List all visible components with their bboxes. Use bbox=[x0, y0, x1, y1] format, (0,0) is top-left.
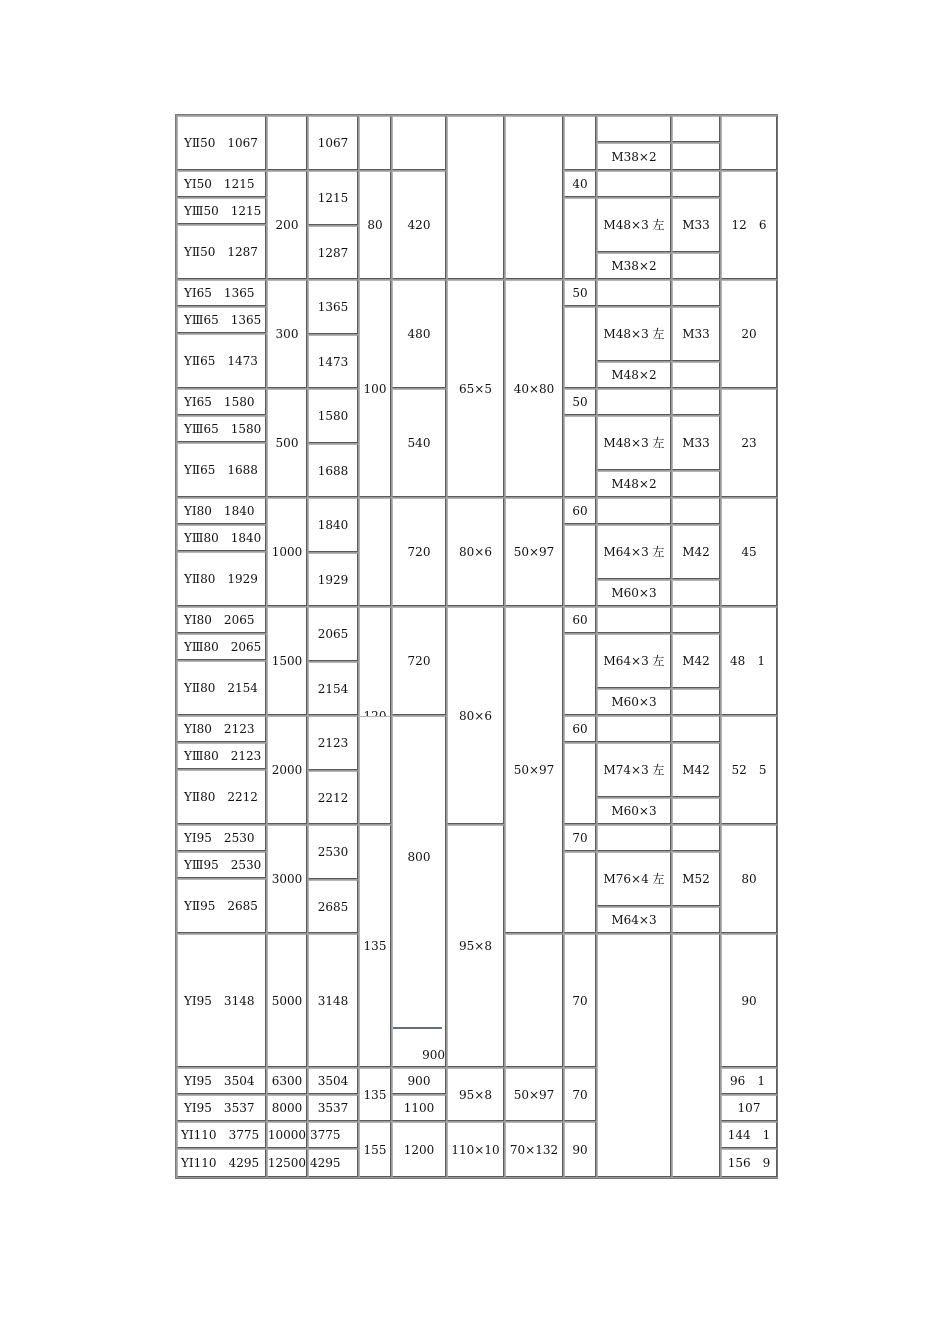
table-cell-length: 4295 bbox=[308, 1149, 358, 1177]
table-cell-v3: 95×8 bbox=[447, 1068, 504, 1121]
table-cell-empty bbox=[672, 825, 720, 851]
table-cell-weight: 23 bbox=[721, 389, 777, 497]
table-cell-length: 1580 bbox=[308, 389, 358, 443]
table-cell-v3: 80×6 bbox=[447, 498, 504, 606]
table-cell-empty bbox=[672, 280, 720, 306]
table-cell-weight: 45 bbox=[721, 498, 777, 606]
table-cell-thread: M60×3 bbox=[597, 689, 671, 715]
table-cell-bolt: M33 bbox=[672, 416, 720, 470]
table-cell-v3: 110×10 bbox=[447, 1122, 504, 1177]
table-cell-weight: 12 6 bbox=[721, 171, 777, 279]
table-cell-weight bbox=[721, 116, 777, 170]
table-cell-length: 2212 bbox=[308, 771, 358, 824]
table-cell-empty bbox=[564, 198, 596, 279]
table-cell-v3: 80×6 bbox=[447, 607, 504, 824]
table-cell-tension: 3000 bbox=[267, 825, 307, 933]
table-cell-v5: 60 bbox=[564, 716, 596, 742]
table-cell-v2: 1100 bbox=[392, 1095, 446, 1121]
table-cell-model: YⅠ65 1580 bbox=[177, 389, 266, 415]
table-cell-bolt: M52 bbox=[672, 852, 720, 906]
table-cell-empty bbox=[597, 716, 671, 742]
table-cell-weight: 48 1 bbox=[721, 607, 777, 715]
table-cell-empty bbox=[672, 716, 720, 742]
table-cell-weight: 52 5 bbox=[721, 716, 777, 824]
table-cell-model: YⅠ110 3775 bbox=[177, 1122, 266, 1148]
table-cell-v2: 480 bbox=[392, 280, 446, 388]
table-cell-model: YⅠ65 1365 bbox=[177, 280, 266, 306]
table-cell-model: YⅠ80 2123 bbox=[177, 716, 266, 742]
table-cell-empty bbox=[564, 743, 596, 824]
table-cell-thread: M48×3 左 bbox=[597, 198, 671, 252]
table-cell-thread: M38×2 bbox=[597, 143, 671, 170]
table-cell-model: YⅡ95 2685 bbox=[177, 879, 266, 933]
table-cell-length: 1067 bbox=[308, 116, 358, 170]
table-cell-thread: M64×3 左 bbox=[597, 525, 671, 579]
table-cell-v4: 50×97 bbox=[505, 498, 563, 606]
table-cell-tension: 6300 bbox=[267, 1068, 307, 1094]
table-cell-v5: 70 bbox=[564, 1068, 596, 1121]
table-cell-bolt bbox=[672, 143, 720, 170]
table-cell-model: YⅠ80 2065 bbox=[177, 607, 266, 633]
table-cell-length: 1840 bbox=[308, 498, 358, 552]
table-cell-v1: 155 bbox=[359, 1122, 391, 1177]
table-cell-model: YⅡ80 1929 bbox=[177, 552, 266, 606]
table-cell-v1: 135 bbox=[359, 825, 391, 1067]
table-cell-model: YⅢ80 1840 bbox=[177, 525, 266, 551]
table-cell-thread: M48×3 左 bbox=[597, 307, 671, 361]
table-cell-thread: M48×2 bbox=[597, 471, 671, 497]
table-cell-thread: M48×3 左 bbox=[597, 416, 671, 470]
table-cell-model: YⅠ80 1840 bbox=[177, 498, 266, 524]
table-cell-tension: 300 bbox=[267, 280, 307, 388]
table-cell-tension: 1000 bbox=[267, 498, 307, 606]
table-cell-bolt: M33 bbox=[672, 198, 720, 252]
table-cell-length: 2685 bbox=[308, 880, 358, 933]
table-cell-length: 1929 bbox=[308, 553, 358, 606]
table-cell-v5: 50 bbox=[564, 389, 596, 415]
table-cell-v4 bbox=[505, 116, 563, 279]
table-cell-bolt: M42 bbox=[672, 634, 720, 688]
table-cell-weight: 156 9 bbox=[721, 1149, 777, 1177]
table-cell-empty bbox=[672, 934, 720, 1177]
table-cell-empty bbox=[672, 253, 720, 279]
table-cell-length: 2065 bbox=[308, 607, 358, 661]
table-cell-model: YⅡ65 1473 bbox=[177, 334, 266, 388]
table-cell-empty bbox=[359, 498, 391, 606]
table-cell-bolt: M42 bbox=[672, 743, 720, 797]
table-cell-model: YⅠ95 3537 bbox=[177, 1095, 266, 1121]
table-cell-empty bbox=[564, 307, 596, 388]
table-cell-v2: 540 bbox=[392, 389, 446, 497]
table-cell-v5: 70 bbox=[564, 934, 596, 1067]
table-cell-model: YⅠ95 3504 bbox=[177, 1068, 266, 1094]
table-cell-model: YⅢ80 2123 bbox=[177, 743, 266, 769]
table-cell-v1: 135 bbox=[359, 1068, 391, 1121]
table-cell-weight: 90 bbox=[721, 934, 777, 1067]
table-cell-v4: 40×80 bbox=[505, 280, 563, 497]
table-cell-empty bbox=[564, 525, 596, 606]
table-cell-empty bbox=[672, 471, 720, 497]
table-cell-empty bbox=[597, 825, 671, 851]
table-cell-thread: M74×3 左 bbox=[597, 743, 671, 797]
table-cell-model: YⅡ50 1287 bbox=[177, 225, 266, 279]
table-cell-empty bbox=[597, 171, 671, 197]
table-cell-tension: 10000 bbox=[267, 1122, 307, 1148]
table-cell-v3: 95×8 bbox=[447, 825, 504, 1067]
table-cell-empty bbox=[359, 716, 391, 824]
table-cell-tension: 1500 bbox=[267, 607, 307, 715]
table-cell-v2: 420 bbox=[392, 171, 446, 279]
table-cell-empty bbox=[597, 934, 671, 1177]
table-cell-model: YⅠ95 3148 bbox=[177, 934, 266, 1067]
table-cell-v3 bbox=[447, 116, 504, 279]
table-cell-v5: 60 bbox=[564, 607, 596, 633]
table-cell-length: 3537 bbox=[308, 1095, 358, 1121]
table-cell-tension: 8000 bbox=[267, 1095, 307, 1121]
table-cell-v4: 50×97 bbox=[505, 607, 563, 933]
table-cell-empty bbox=[672, 362, 720, 388]
table-cell-empty bbox=[597, 607, 671, 633]
table-cell-v2: 1200 bbox=[392, 1122, 446, 1177]
divider-line bbox=[393, 1027, 442, 1029]
table-cell-length: 3504 bbox=[308, 1068, 358, 1094]
table-cell-v5 bbox=[564, 116, 596, 170]
table-cell-weight: 96 1 bbox=[721, 1068, 777, 1094]
table-cell-model: YⅠ50 1215 bbox=[177, 171, 266, 197]
table-cell-empty bbox=[672, 171, 720, 197]
table-cell-thread: M64×3 左 bbox=[597, 634, 671, 688]
table-cell-thread: M38×2 bbox=[597, 253, 671, 279]
table-cell-model: YⅠ110 4295 bbox=[177, 1149, 266, 1177]
table-cell-tension: 5000 bbox=[267, 934, 307, 1067]
table-cell-length: 2154 bbox=[308, 662, 358, 715]
table-cell-empty bbox=[672, 907, 720, 933]
table-cell-thread: M48×2 bbox=[597, 362, 671, 388]
table-cell-v2: 900 bbox=[392, 1068, 446, 1094]
table-cell-length: 2530 bbox=[308, 825, 358, 879]
table-cell-bolt: M42 bbox=[672, 525, 720, 579]
table-cell-v2 bbox=[392, 116, 446, 170]
table-cell-thread: M64×3 bbox=[597, 907, 671, 933]
table-cell-v4: 70×132 bbox=[505, 1122, 563, 1177]
table-cell-weight: 144 1 bbox=[721, 1122, 777, 1148]
table-cell-v5: 50 bbox=[564, 280, 596, 306]
table-cell-empty bbox=[597, 116, 671, 142]
table-cell-length: 1473 bbox=[308, 335, 358, 388]
table-cell-tension: 200 bbox=[267, 171, 307, 279]
table-cell-model: YⅡ80 2212 bbox=[177, 770, 266, 824]
table-cell-empty bbox=[672, 798, 720, 824]
table-cell-empty bbox=[564, 634, 596, 715]
table-cell-model: YⅢ80 2065 bbox=[177, 634, 266, 660]
table-cell-empty bbox=[672, 389, 720, 415]
table-cell-empty bbox=[564, 852, 596, 933]
table-cell-v2: 800 bbox=[392, 716, 446, 1067]
table-cell-weight: 20 bbox=[721, 280, 777, 388]
table-cell-length: 3775 bbox=[308, 1122, 358, 1148]
table-cell-model: YⅠ95 2530 bbox=[177, 825, 266, 851]
table-cell-model: YⅢ65 1580 bbox=[177, 416, 266, 442]
table-cell-empty bbox=[672, 607, 720, 633]
table-cell-v1 bbox=[359, 116, 391, 170]
table-cell-length: 1287 bbox=[308, 226, 358, 279]
table-cell-weight: 80 bbox=[721, 825, 777, 933]
table-cell-v5: 40 bbox=[564, 171, 596, 197]
spec-table bbox=[175, 114, 778, 1179]
table-cell-empty bbox=[597, 389, 671, 415]
table-cell-model: YⅢ95 2530 bbox=[177, 852, 266, 878]
table-cell-weight: 107 bbox=[721, 1095, 777, 1121]
table-cell-empty bbox=[672, 580, 720, 606]
table-cell-thread: M60×3 bbox=[597, 580, 671, 606]
table-cell-length: 3148 bbox=[308, 934, 358, 1067]
table-cell-length: 2123 bbox=[308, 716, 358, 770]
table-cell-v2: 720 bbox=[392, 607, 446, 715]
table-cell-model: YⅡ50 1067 bbox=[177, 116, 266, 170]
table-cell-v5: 90 bbox=[564, 1122, 596, 1177]
table-cell-model: YⅢ50 1215 bbox=[177, 198, 266, 224]
table-cell-tension bbox=[267, 116, 307, 170]
table-cell-v2: 720 bbox=[392, 498, 446, 606]
table-cell-v5: 70 bbox=[564, 825, 596, 851]
table-cell-empty bbox=[505, 934, 563, 1067]
table-cell-v1: 80 bbox=[359, 171, 391, 279]
table-cell-empty bbox=[672, 116, 720, 142]
table-cell-v2-bottom: 900 bbox=[422, 1048, 445, 1062]
table-cell-thread: M60×3 bbox=[597, 798, 671, 824]
table-cell-length: 1215 bbox=[308, 171, 358, 225]
table-cell-tension: 12500 bbox=[267, 1149, 307, 1177]
table-cell-empty bbox=[597, 498, 671, 524]
table-cell-model: YⅢ65 1365 bbox=[177, 307, 266, 333]
table-cell-v3: 65×5 bbox=[447, 280, 504, 497]
table-cell-model: YⅡ80 2154 bbox=[177, 661, 266, 715]
table-cell-bolt: M33 bbox=[672, 307, 720, 361]
table-cell-length: 1688 bbox=[308, 444, 358, 497]
table-cell-v5: 60 bbox=[564, 498, 596, 524]
table-cell-model: YⅡ65 1688 bbox=[177, 443, 266, 497]
table-cell-v4: 50×97 bbox=[505, 1068, 563, 1121]
table-cell-empty bbox=[672, 689, 720, 715]
table-cell-v1: 100 bbox=[359, 280, 391, 497]
table-cell-empty bbox=[564, 416, 596, 497]
table-cell-thread: M76×4 左 bbox=[597, 852, 671, 906]
table-cell-empty bbox=[672, 498, 720, 524]
table-cell-tension: 2000 bbox=[267, 716, 307, 824]
table-cell-empty bbox=[597, 280, 671, 306]
table-cell-length: 1365 bbox=[308, 280, 358, 334]
table-cell-tension: 500 bbox=[267, 389, 307, 497]
